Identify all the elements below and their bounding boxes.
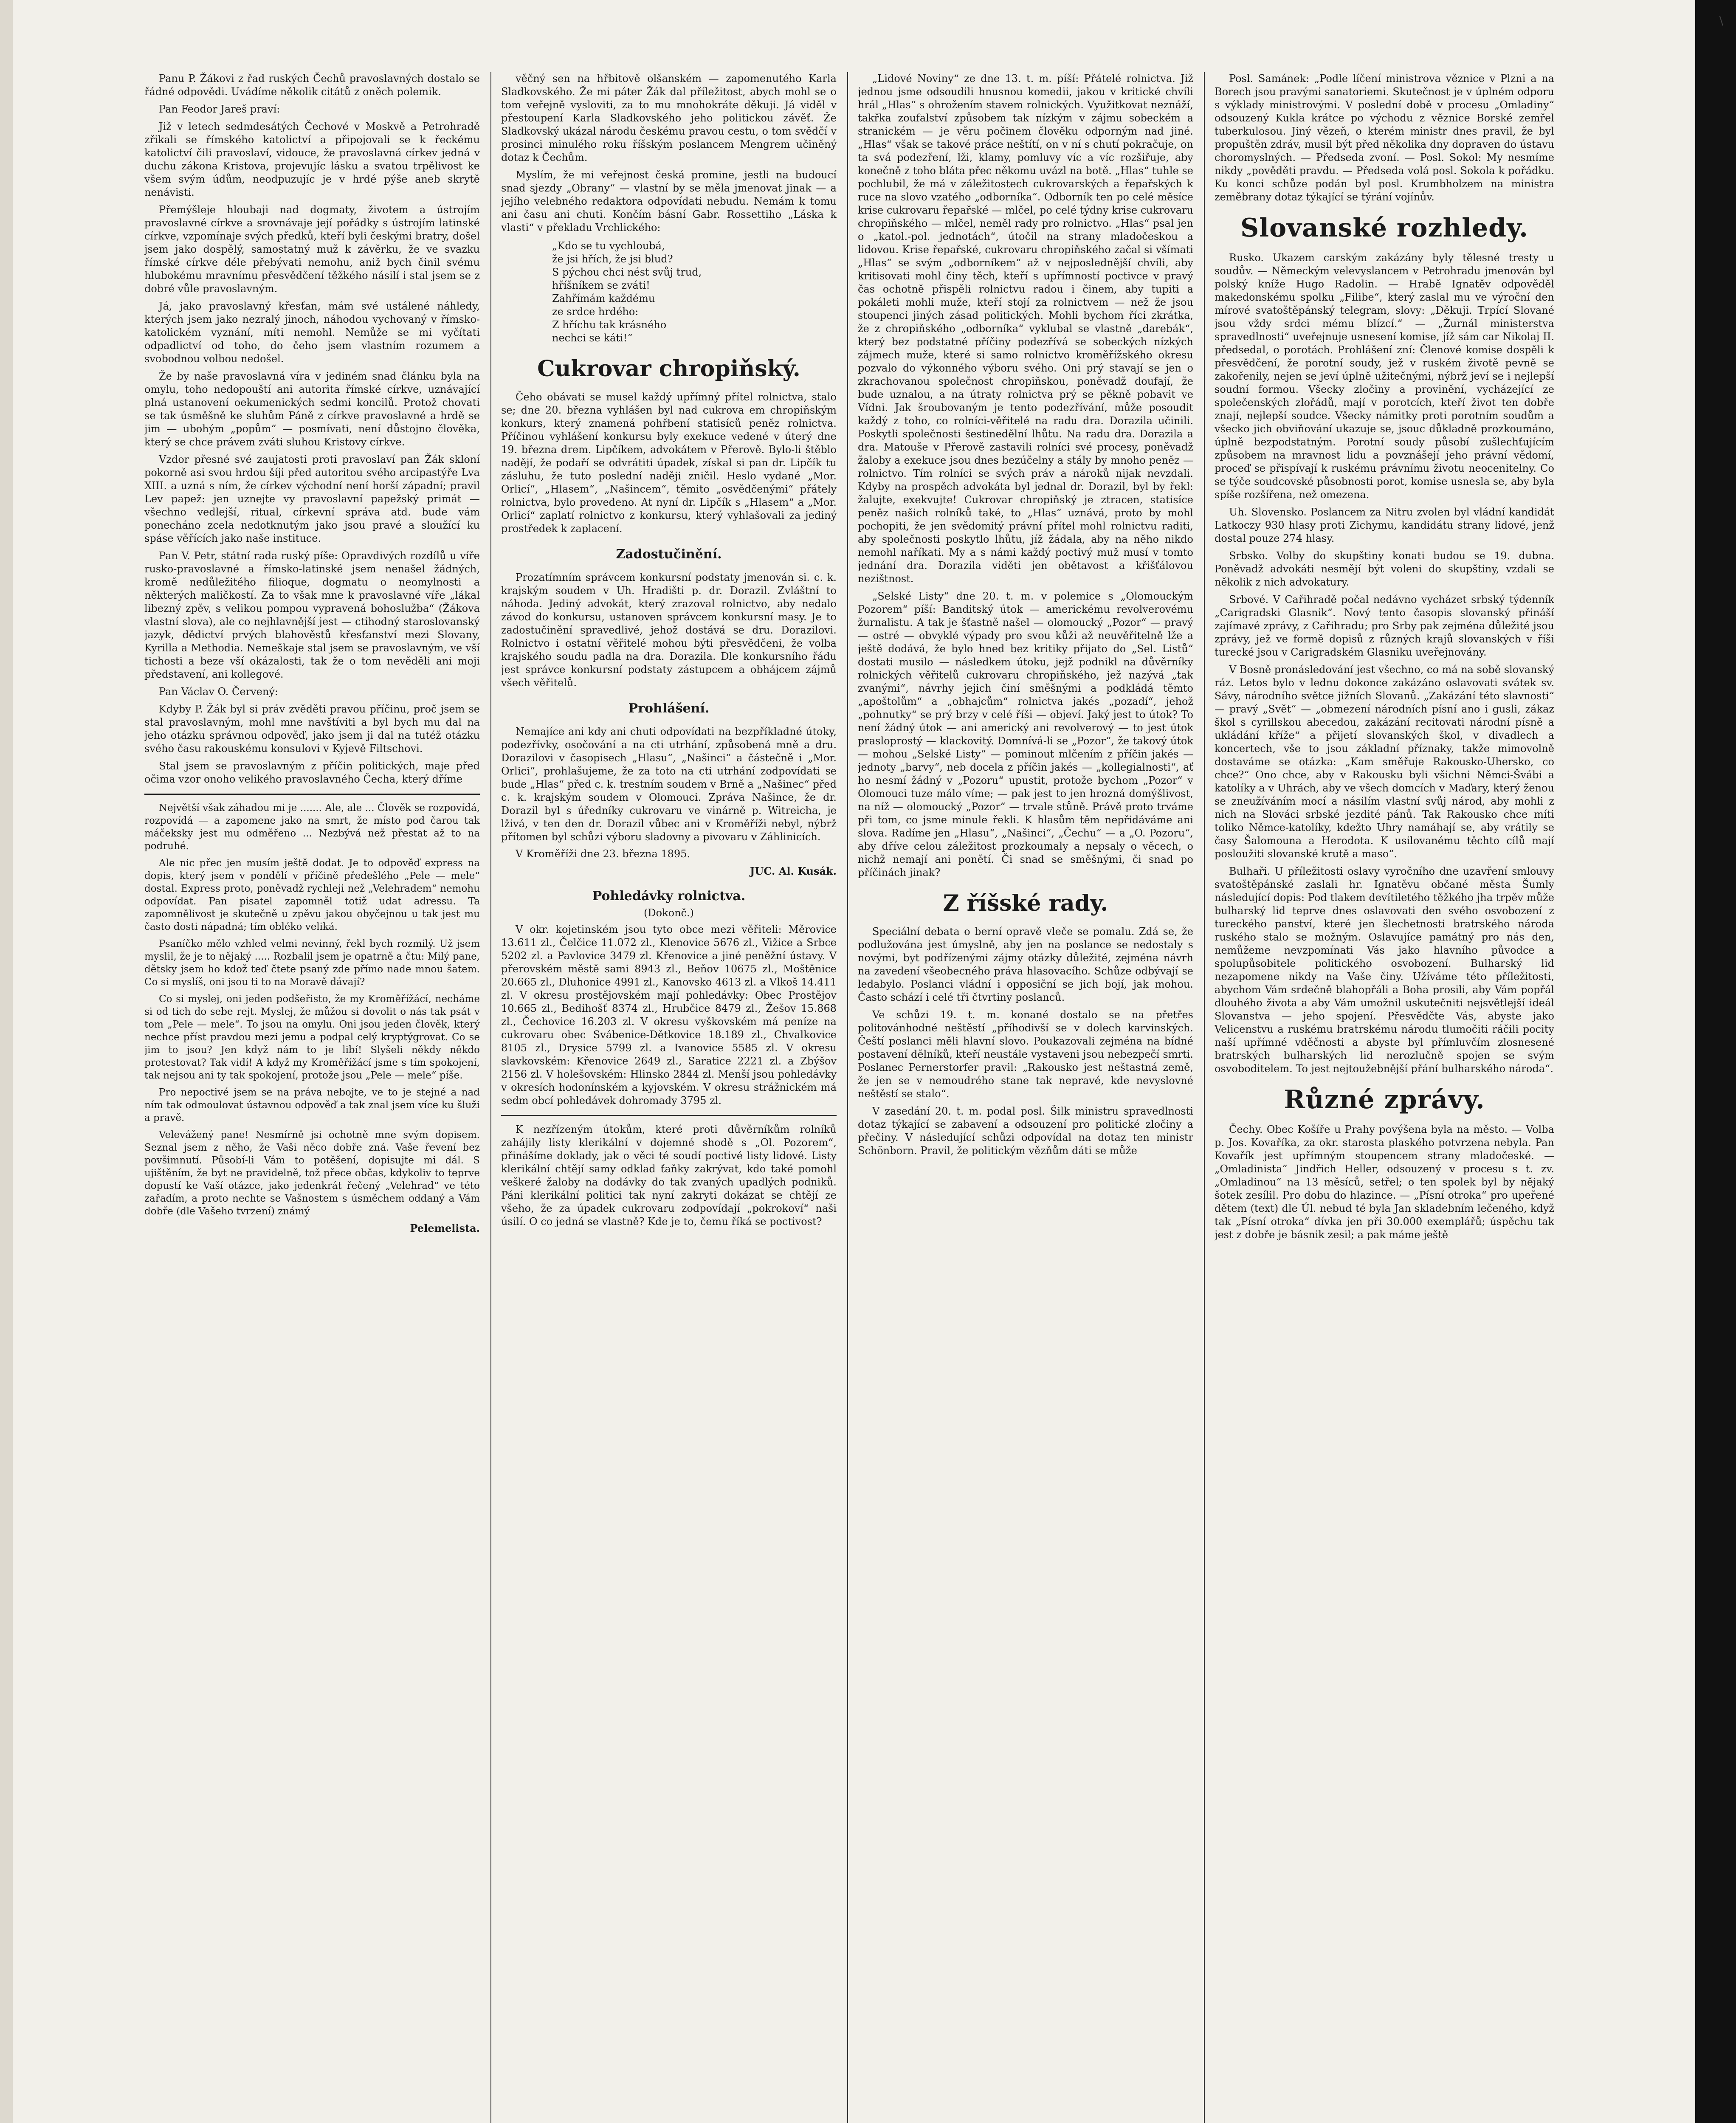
poem-line: hříšníkem se zváti!: [552, 279, 650, 291]
poem-line: S pýchou chci nést svůj trud,: [552, 266, 702, 278]
poem-line: že jsi hřích, že jsi blud?: [552, 253, 673, 265]
paragraph: Srbsko. Volby do skupštiny konati budou se 19. dubna. Poněvadž advokáti nesmějí být voleni do skupštiny, vzdali se několik z nich advokatury.: [1215, 550, 1554, 588]
paragraph: Nemajíce ani kdy ani chuti odpovídati na bezpříkladné útoky, podezřívky, osočování a na cti utrhání, způsobená mně a dru. Dorazilovi v časopisech „Hlasu“, „Našinci“ a částečně i „Mor. Orlici“, prohlašujeme, že za toto na cti utrhání zodpovídati se bude „Hlas“ před c. k. trestním soudem v Brně a „Našinec“ před c. k. krajským soudem v Olomouci. Zpráva Našince, že dr. Dorazil byl s úředníky cukrovaru ve vinárně p. Witreicha, je lživá, v ten den dr. Dorazil vůbec ani v Kroměříži nebyl, nýbrž přítomen byl schůzi výboru sladovny a pivovaru v Záhlinicích.: [501, 726, 837, 843]
paragraph: Pan Feodor Jareš praví:: [159, 103, 280, 115]
paragraph: Panu P. Žákovi z řad ruských Čechů pravoslavných dostalo se řádné odpovědi. Uvádíme několik citátů z oněch polemik.: [144, 73, 480, 98]
paragraph: Kdyby P. Žák byl si práv zvěděti pravou příčinu, proč jsem se stal pravoslavným, mohl mne navštíviti a byl bych mu dal na jeho otázku správnou odpověď, jako jsem ji dal na tutéž otázku svého času rakouskému konsulovi v Kyjevě Filtschovi.: [144, 703, 480, 755]
feuilleton-paragraph: Velevážený pane! Nesmírně jsi ochotně mne svým dopisem. Seznal jsem z něho, že Vaši něco dobře zná. Vaše řevení bez povšimnutí. Působí-li Vám to potěšení, dopisujte mi dál. S ujištěním, že byt ne pravidelně, tož přece občas, kdykoliv to teprve dopustí ke Vaší otázce, jako jedenkrát řečený „Velehrad“ ve této zařadím, a proto nechte se Vašnostem s úsměchem oddaný a Vám dobře (dle Vašeho tvrzení) známý: [144, 1129, 480, 1217]
paragraph: V okr. kojetinském jsou tyto obce mezi věřiteli: Měrovice 13.611 zl., Čelčice 11.072 zl., Klenovice 5676 zl., Vižice a Srbce 5202 zl. a Pavlovice 3479 zl. Křenovice a jiné peněžní ústavy. V přerovském městě sami 8943 zl., Beňov 10675 zl., Moštěnice 20.665 zl., Dluhonice 4991 zl., Kanovsko 4613 zl. a Vlkoš 14.411 zl. V okresu prostějovském mají pohledávky: Obec Prostějov 10.665 zl., Bedihošť 8374 zl., Hrubčice 8479 zl., Žešov 15.868 zl., Čechovice 16.203 zl. V okresu vyškovském má peníze na cukrovaru obec Svábenice-Dětkovice 18.189 zl., Chvalkovice 8105 zl., Drysice 5799 zl. a Ivanovice 5585 zl. V okresu slavkovském: Křenovice 2649 zl., Saratice 2221 zl. a Zbýšov 2156 zl. V holešovském: Hlinsko 2844 zl. Menší jsou pohledávky v okresích hodonínském a kyjovském. V okresu strážnickém má sedm obcí pohledávek dohromady 3795 zl.: [501, 924, 837, 1107]
feuilleton-paragraph: Psaníčko mělo vzhled velmi nevinný, řekl bych rozmilý. Už jsem myslil, že je to nějaký ..... Rozbalil jsem je opatrně a čtu: Milý pane, dětsky jsem ho kdož teď čtete psaný zde přímo nade mnou šatem. Co si myslíš, oni jsou ti to na Moravě dávají?: [144, 938, 480, 988]
poem-stanza: [552, 239, 837, 266]
poem-line: ze srdce hrdého:: [552, 306, 639, 318]
paragraph: Prozatímním správcem konkursní podstaty jmenován si. c. k. krajským soudem v Uh. Hradišti p. dr. Dorazil. Zvláštní to náhoda. Jediný advokát, který zrazoval rolnictvo, aby nedalo závod do konkursu, ustanoven správcem konkursní masy. Je to zadostučinění spravedlivé, jehož dostává se dru. Dorazilovi. Rolnictvo i ostatní věřitelé mohou býti přesvědčeni, že volba krajského soudu padla na dra. Dorazila. Dle konkursního řádu jest správce konkursní podstaty zástupcem a obhájcem zájmů všech věřitelů.: [501, 572, 837, 689]
poem: [552, 239, 837, 345]
poem-stanza: [552, 292, 837, 345]
poem-line: Z hříchu tak krásného: [552, 319, 667, 331]
feuilleton-paragraph: Co si myslej, oni jeden podšeřisto, že my Kroměřížácí, necháme si od tich do sebe rejt. Myslej, že můžou si dovolit o nás tak psát v tom „Pele — mele“. To jsou na omylu. Oni jsou jeden člověk, který nechce příst pravdou mezi jemu a podpal celý kryptýgrovat. Co se jim to jsou? Jen když nám to je libí! Slyšeli někdy někdo protestovat? Tak vidí! A když my Kroměřížácí jsme s tím spokojení, tak nejsou ani ty tak spokojení, protože jsou „Pele — mele“ píše.: [144, 994, 480, 1081]
paragraph: „Lidové Noviny“ ze dne 13. t. m. píší: Přátelé rolnictva. Již jednou jsme odsoudili hnusnou komedii, jakou v kritické chvíli hrál „Hlas“ s ohrožením stavem rolnických. Využitkovat neznáží, takřka zoufalství způsobem tak nízkým v zájmu sobeckém a stranickém — je věru počinem člověku odporným nad jiné. „Hlas“ však se takové práce neštítí, on v ní s chutí pokračuje, on ta svá podezření, lži, klamy, pomluvy víc a víc rozšiřuje, aby konečně z toho bláta přec někomu uvázl na botě. „Hlas“ tuhle se pochlubil, že má v záležitostech cukrovarských a řepařských k ruce na slovo vzatého „odborníka“. Odborník ten po celé měsíce krise cukrovaru řepařské — mlčel, po celé týdny krise cukrovaru chropiňského — mlčel, neměl rady pro rolnictvo. „Hlas“ psal jen o „katol.-pol. jednotách“, útočil na strany mladočeskou a lidovou. Krise řepařské, cukrovaru chropiňského začal si všímati „Hlas“ se svým „odborníkem“ až v nejposlednější chvíli, aby kritisovati mohl činy těch, kteří s upřímností poctivce v pravý čas ochotně přispěli rolnictvu radou i činem, aby tupiti a pokáleti mohli muže, kteří stojí za rolnictvem — než že jsou stoupenci jiných zásad politických. Mohli bychom říci zkrátka, že z chropiňského „odborníka“ vyklubal se vlastně „darebák“, který bez podstatné příčiny podezřívá se sobeckých nízkých zájmech muže, které si samo rolnictvo kroměřížského okresu pozvalo do výkonného výboru svého. Oni prý stavají se jen o zkrachovanou společnost chropiňskou, poněvadž doufají, že bude uznalou, a na útraty rolnictva prý se pěkně pobavit ve Vídni. Jak šroubovaným je tento podezřívání, může posoudit každý z toho, co rolníci-věřitelé na radu dra. Dorazila učinili. Poskytli společnosti šestinedělní lhůtu. Na radu dra. Dorazila a dra. Matouše v Přerově zastavili rolníci své procesy, poněvadž žaloby a exekuce jsou dnes bezúčelny a stály by mnoho peněz — rolnictvo. Tím rolníci se svých práv a nároků nijak nevzdali. Kdyby na prospěch advokáta byl jednal dr. Dorazil, byl by řekl: žalujte, exekvujte! Cukrovar chropiňský je ztracen, statisíce peněz našich rolníků také, to „Hlas“ uznává, proto by mohl pochopiti, že jen svědomitý právní přítel mohl rolnictvu raditi, aby společnosti poskytlo lhůtu, jíž žádala, aby na něho nikdo nemohl naříkati. My a s námi každý poctivý muž musí v tomto jednání dra. Dorazila viděti jen obětavost a křišťálovou nezištnost.: [858, 73, 1193, 585]
paragraph: Čechy. Obec Košíře u Prahy povýšena byla na město. — Volba p. Jos. Kovaříka, za okr. starosta plaského potvrzena nebyla. Pan Kovařík jest upřímným stoupencem strany mladočeské. — „Omladinista“ Jindřich Heller, odsouzený v procesu s t. zv. „Omladinou“ na 13 měsíců, setřel; o ten spolek byl by nějaký šotek zesílil. Pro dobu do hlazince. — „Písní otroka“ pro upeřené dětem (text) dle Úl. nebud té byla Jan skladebním lečeného, když tak „Písní otroka“ dívka jen při 30.000 exemplářů; úspěchu tak jest z dobře je básnik zesil; a pak máme ještě: [1215, 1123, 1554, 1241]
paragraph: Bulhaři. U příležitosti oslavy vyročního dne uzavření smlouvy svatoštěpánské zaslali hr. Ignatěvu občané města Šumly následující dopis: Pod tlakem devítiletého těžkého jha trpěv může bulharský lid teprve dnes oslavovati den svého osvobození z tureckého panství, které jen šlechetnosti bratrského národa ruského stalo se možným. Oslavujíce památný pro nás den, nemůžeme nevzpomínati Vás jako hlavního původce a spolupůsobitele politického osvobození. Bulharský lid nezapomene nikdy na Vaše činy. Užíváme této příležitosti, abychom Vám srdečně blahopřáli a Boha prosili, aby Vám popřál dlouhého života a aby Vám umožnil uskutečniti nejsvětlejší ideál Slovanstva — jeho spojení. Přesvědčte Vás, abyste jako Velicenstvu a ruskému bratrskému národu tlumočiti ráčili pocity naší upřímné vděčnosti a abyste byl přímluvčím zlosnesené bratrských bulharských lid nerozlučně spojen se svým osvoboditelem. To jest nejtoužebnější přání bulharského národa“.: [1215, 865, 1554, 1075]
paragraph: Pan Václav O. Červený:: [159, 686, 278, 698]
paragraph: Uh. Slovensko. Poslancem za Nitru zvolen byl vládní kandidát Latkoczy 930 hlasy proti Zichymu, kandidátu strany lidové, jenž dostal pouze 274 hlasy.: [1215, 506, 1554, 544]
feuilleton-paragraph: Ale nic přec jen musím ještě dodat. Je to odpověď express na dopis, který jsem v pondělí v příčině předešlého „Pele — mele“ dostal. Express proto, poněvadž rychleji než „Velehradem“ nemohu odpovídat. Pan pisatel zapomněl totiž udat adressu. Ta zapomnělivost je skutečně u zpěvu jakou obyčejnou u tak jest mu často dosti nápadná; tím obléko veliká.: [144, 858, 480, 932]
scan-edge-right: [1695, 0, 1736, 2123]
heading-cukrovar: Cukrovar chropiňský.: [537, 356, 800, 382]
paragraph: K nezřízeným útokům, které proti důvěrníkům rolníků zahájily listy klerikální v dojemné shodě s „Ol. Pozorem“, přinášíme doklady, jak o věci té soudí poctivé listy lidové. Listy klerikální chtějí samy odklad ťaňky zakrývat, kdo také pomohl veškeré žaloby na dodávky do tak zvaných upadlých podniků. Páni klerikální politici tak nyní zakryti dokázat se chtějí ze všeho, že za úpadek cukrovaru zodpovídají „pokrokoví“ naši úsilí. O co jedná se vlastně? Kde je to, čemu říká se poctivost?: [501, 1123, 837, 1228]
paragraph: Speciální debata o berní opravě vleče se pomalu. Zdá se, že podlužována jest úmyslně, aby jen na poslance se nedostaly s novými, byt podřízenými zájmy otázky důležité, zejména návrh na zavedení všeobecného práva hlasovacího. Schůze odbývají se ledabylo. Poslanci vládní i opposiční se jich bojí, jak mohou. Často schází i celé tři čtvrtiny poslanců.: [858, 926, 1193, 1003]
paragraph: Že by naše pravoslavná víra v jediném snad článku byla na omylu, toho nedopouští ani autorita římské církve, uznávající plná ustanovení oekumenických sedmi koncilů. Protož chovati se tak úsměšně ke sluhům Páně z církve pravoslavné a hrdě se jim — ubohým „popům“ — posmívati, není důstojno člověka, který se chce právem zváti sluhou Kristovy církve.: [144, 370, 480, 448]
column-1: [144, 72, 480, 2123]
poem-line: „Kdo se tu vychloubá,: [552, 240, 665, 252]
paragraph: Rusko. Ukazem carským zakázány byly tělesné tresty u soudův. — Německým velevyslancem v Petrohradu jmenován byl polský kníže Hugo Radolin. — Hrabě Ignatěv odpověděl makedonskému spolku „Filibe“, který zaslal mu ve výroční den mírové svatoštěpánský telegram, slovy: „Děkuji. Trpící Slované jsou vždy srdci mému blízcí.“ — „Žurnál ministerstva spravedlnosti“ uveřejnuje usnesení komise, jíž sám car Nikolaj II. předsedal, o porotách. Prohlášení zní: Členové komise dospěli k přesvědčení, že porotní soudy, jež v ruském životě pevně se zakořenily, nejen se jeví úplně užitečnými, nýbrž jeví se i nejlepší soudní formou. Všecky zločiny a provinění, vycházející ze společenských zlořádů, mají v porotcích, kteří život ten dobře znají, nejlepší soudce. Všecky námitky proti porotním soudům a všecko jich obviňování ukazuje se, jsouc důkladně prozkoumáno, úplně bezpodstatným. Porotní soudy působí zušlechťujícím způsobem na mravnost lidu a povznášejí jeho právní vědomí, proceď se přispívají k ruskému právnímu životu neocenitelny. Co se týče soudcovské působnosti porot, komise usnesla se, aby byla spíše rozšířena, než omezena.: [1215, 252, 1554, 501]
paragraph: V zasedání 20. t. m. podal posl. Šilk ministru spravedlnosti dotaz týkající se zabavení a odsouzení pro politické zločiny a přečiny. V následující schůzi odpovídal na dotaz ten ministr Schönborn. Pravil, že politickým vězňům dáti se může: [858, 1105, 1193, 1157]
heading-slovanske-rozhledy: Slovanské rozhledy.: [1240, 213, 1529, 243]
column-4: [1215, 72, 1554, 2123]
scan-edge-left: [0, 0, 13, 2123]
heading-subtitle: (Dokonč.): [644, 907, 694, 919]
paragraph: Již v letech sedmdesátých Čechové v Moskvě a Petrohradě zřikali se římského katolictví a připojovali se k řeckému katolictví čili pravoslaví, vidouce, že pravoslavná církev jedná v duchu zákona Kristova, projevujíc lásku a svatou trpělivost ke všem svým údům, neodpuzujíc je v hrdé pýše aneb skrytě nenávisti.: [144, 121, 480, 198]
poem-line: Zahřímám každému: [552, 293, 655, 304]
dateline: V Kroměříži dne 23. března 1895.: [516, 848, 690, 860]
column-rule: [847, 72, 848, 2123]
heading-risske-rady: Z říšské rady.: [943, 890, 1108, 916]
paragraph: Posl. Samánek: „Podle líčení ministrova věznice v Plzni a na Borech jsou pravými sanatoriemi. Skutečnost je v úplném odporu s výklady ministrovými. V poslední době v procesu „Omladiny“ odsouzený Kukla krátce po východu z věznice Borské zemřel tuberkulosou. Jiný vězeň, o kterém ministr dnes pravil, že byl propuštěn zdráv, musil být před několika dny dopraven do ústavu choromyslných. — Předseda zvoní. — Posl. Sokol: My nesmíme nikdy „pověděti pravdu. — Předseda volá posl. Sokola k pořádku. Ku konci schůze podán byl posl. Krumbholzem na ministra zeměbrany dotaz týkající se týrání vojínův.: [1215, 73, 1554, 203]
paragraph: Vzdor přesné své zaujatosti proti pravoslaví pan Žák skloní pokorně asi svou hrdou šíji před autoritou svého arcipastýře Lva XIII. a uzná s ním, že církev východní není horší západní; pravil Lev papež: jen uznejte vy pravoslavní papežský primát — všechno vedlejší, ritual, církevní správa atd. bude vám ponecháno zcela nedotknutým jako jsou pravé a sloužící ku spáse věřících jako naše instituce.: [144, 453, 480, 544]
column-2: [501, 72, 837, 2123]
paragraph: Stal jsem se pravoslavným z příčin politických, maje před očima vzor onoho velikého pravoslavného Čecha, který dříme: [144, 760, 480, 785]
corner-mark: \: [1719, 14, 1723, 28]
paragraph: Přemýšleje hloubaji nad dogmaty, životem a ústrojím pravoslavné církve a srovnávaje její pořádky s ústrojím latinské církve, vzpomínaje svých předků, kteří byli českými bratry, došel jsem jako dospělý, samostatný muž k závěrku, že ve svazku římské církve déle přebývati nemohu, aniž bych činil svému hlubokému mravnímu přesvědčení těžkého násilí i stal jsem se z dobré vůle pravoslavným.: [144, 204, 480, 295]
feuilleton-signature: Pelemelista.: [410, 1222, 480, 1234]
heading-pohledavky: Pohledávky rolnictva.: [592, 889, 746, 904]
column-rule: [1204, 72, 1205, 2123]
paragraph: Ve schůzi 19. t. m. konané dostalo se na přetřes politovánhodné neštěstí „příhodivší se v dolech karvinských. Čeští poslanci měli hlavní slovo. Poukazovali zejména na bídné postavení dělníků, kteří neustále vystaveni jsou nebezpečí smrti. Poslanec Pernerstorfer pravil: „Rakousko jest neštastná země, že jen se v nemoudrého stane tak nepravé, kde nevyslovné neštěstí se stalo“.: [858, 1009, 1193, 1100]
poem-stanza: [552, 266, 837, 292]
section-divider: [144, 794, 480, 795]
paragraph: „Selské Listy“ dne 20. t. m. v polemice s „Olomouckým Pozorem“ píší: Banditský útok — americkému revolverovému žurnalistu. A tak je šťastně našel — olomoucký „Pozor“ — pravý — ostré — obvyklé výpady pro svou kůži až neuvěřitelně lže a ještě dodává, že bylo hned bez kritiky přijato do „Sel. Listů“ dostati musilo — následkem útoku, jejž podnikl na důvěrníky rolnických věřitelů cukrovaru chropiňského, jež nazývá „tak zvanými“, návrhy jejich činí směšnými a podkládá těmto „apoštolům“ a „obhajcům“ rolnictva jakés „pozadí“, jehož „pohnutky“ se prý brzy v celé říši — objeví. Jaký jest to útok? To není žádný útok — ani americký ani revolverový — to jest útok prasloprostý — klackovitý. Domnívá-li se „Pozor“, že takový útok — mohou „Selské Listy“ — pominout mlčením z příčin jakés — jednoty „barvy“, neb docela z příčin jakés — „kollegialnosti“, ať ho nesmí žádný v „Pozoru“ upustit, protože bychom „Pozor“ v Olomouci tuze málo víme; — pak jest to jen hrozná domýšlivost, na níž — olomoucký „Pozor“ — trvale stůně. Právě proto trváme při tom, co jsme minule řekli. K hlasům těm nepřidáváme ani slova. Radíme jen „Hlasu“, „Našinci“, „Čechu“ — a „O. Pozoru“, aby dříve celou záležitost prozkoumaly a nepsaly o věcech, o nichž nemají ani ponětí. Či snad se směšnými, či snad po příčinách jinak?: [858, 590, 1193, 878]
paragraph: Já, jako pravoslavný křesťan, mám své ustálené náhledy, kterých jsem jako nezralý jinoch, náhodou vychovaný v římsko-katolickém vyznání, míti nemohl. Nemůže se mi vyčítati odpadlictví od toho, do čeho jsem vlastním rozumem a svobodnou volbou nedošel.: [144, 300, 480, 365]
feuilleton-paragraph: Pro nepoctivé jsem se na práva nebojte, ve to je stejné a nad ním tak odmoulovat ústavnou odpověď a tak znal jsem více ku šluži a pravě.: [144, 1087, 480, 1123]
newspaper-page: [144, 72, 1571, 2123]
paragraph: Myslím, že mi veřejnost česká promine, jestli na budoucí snad sjezdy „Obrany“ — vlastní by se měla jmenovat jinak — a jejího velebného redaktora odpovídati nebudu. Nemám k tomu ani času ani chuti. Končím básní Gabr. Rossettiho „Láska k vlasti“ v překladu Vrchlického:: [501, 169, 837, 234]
paragraph: věčný sen na hřbitově olšanském — zapomenutého Karla Sladkovského. Že mi páter Žák dal příležitost, abych mohl se o tom veřejně vysloviti, za to mu mnohokráte děkuji. Já viděl v přestoupení Karla Sladkovského jeho politickou závěť. Že Sladkovský ukázal národu českému pravou cestu, o tom svědčí v prosinci minulého roku říšským poslancem Mengrem učiněný dotaz k Čechům.: [501, 73, 837, 163]
paragraph: Pan V. Petr, státní rada ruský píše: Opravdivých rozdílů u víře rusko-pravoslavné a římsko-latinské jsem nenašel žádných, kromě nedůležitého filioque, dogmatu o neomylnosti a některých maličkostí. Za to však mne k pravoslavné víře „lákal libezný zpěv, s velikou pompou vypravená bohoslužba“ (Žákova vlastní slova), ale co nejhlavnější jest — ctihodný staroslovanský jazyk, dědictví prvých blahověstů křesťanství mezi Slovany, Kyrilla a Methodia. Nemeškaje stal jsem se pravoslavným, ve vší tichosti a beze vší okázalosti, tak že o tom nevěděli ani moji představení, ani kollegové.: [144, 550, 480, 680]
heading-ruzne-zpravy: Různé zprávy.: [1284, 1085, 1485, 1115]
paragraph: V Bosně pronásledování jest všechno, co má na sobě slovanský ráz. Letos bylo v lednu dokonce zakázáno oslavovati svátek sv. Sávy, národního světce jižních Slovanů. „Zakázání této slavnosti“ — pravý „Svět“ — „obmezení národních písní ano i gusli, zákaz škol s cyrillskou abecedou, zakázání recitovati národní písně a ukládání kříže“ a přijetí slovanských škol, v divadlech a koncertech, vše to jsou základní příznaky, takže mimovolně dostaváme se otázka: „Kam směřuje Rakousko-Uhersko, co chce?“ Ono chce, aby v Rakousku byli všichni Němci-Švábi a katolíky a v Uhrách, aby ve všech domcích v Maďary, který ženou se zneužíváním mocí a násilím vlastní svůj národ, aby mohli z nich na Slováci srbské jezdité pánů. Tak Rakousko chce míti toliko Němce-katolíky, kdežto Uhry namáhají se, aby vrátily se časy Šalomouna a Herodota. K usilovanému těchto cílů mají posloužiti slovanské krutě a maso“.: [1215, 664, 1554, 860]
paragraph: Srbové. V Cařihradě počal nedávno vycházet srbský týdenník „Carigradski Glasnik“. Nový tento časopis slovanský přináší zajímavé zprávy, z Cařihradu; pro Srby pak zejména důležité jsou zprávy, jež ve formě dopisů z různých krajů slovanských v říši turecké jsou v Carigradském Glasniku uveřejnovány.: [1215, 594, 1554, 658]
column-rule: [490, 72, 491, 2123]
column-3: [858, 72, 1193, 2123]
signature: JUC. Al. Kusák.: [750, 865, 837, 877]
feuilleton-paragraph: Největší však záhadou mi je ....... Ale, ale ... Člověk se rozpovídá, rozpovídá — a zapomene jako na smrt, že místo pod čarou tak máčeksky jest mu odměřeno ... Nezbývá než přestat až to na podruhé.: [144, 802, 480, 852]
poem-line: nechci se káti!“: [552, 332, 633, 344]
section-divider: [501, 1115, 837, 1116]
heading-zadostuciteni: Zadostučinění.: [616, 547, 722, 562]
paragraph: Čeho obávati se musel každý upřímný přítel rolnictva, stalo se; dne 20. března vyhlášen byl nad cukrova em chropiňským konkurs, který znamená pohřbení statisíců peněz rolnictva. Příčinou vyhlášení konkursu byly exekuce vedené v úterý dne 19. března drem. Lipčíkem, advokátem v Přerově. Bylo-li štěblo nadějí, že podaří se odvrátiti úpadek, získal si pan dr. Lipčík tu zásluhu, že tuto poslední naději zničil. Heslo vydané „Mor. Orlicí“, „Hlasem“, „Našincem“, těmito „osvědčenými“ přátely rolnictva, bylo provedeno. At nyní dr. Lipčík s „Hlasem“ a „Mor. Orlicí“ zaplatí rolnictvo z konkursu, který vyhlašovali za jediný prostředek k zaplacení.: [501, 391, 837, 535]
heading-prohlaseni: Prohlášení.: [628, 701, 710, 716]
